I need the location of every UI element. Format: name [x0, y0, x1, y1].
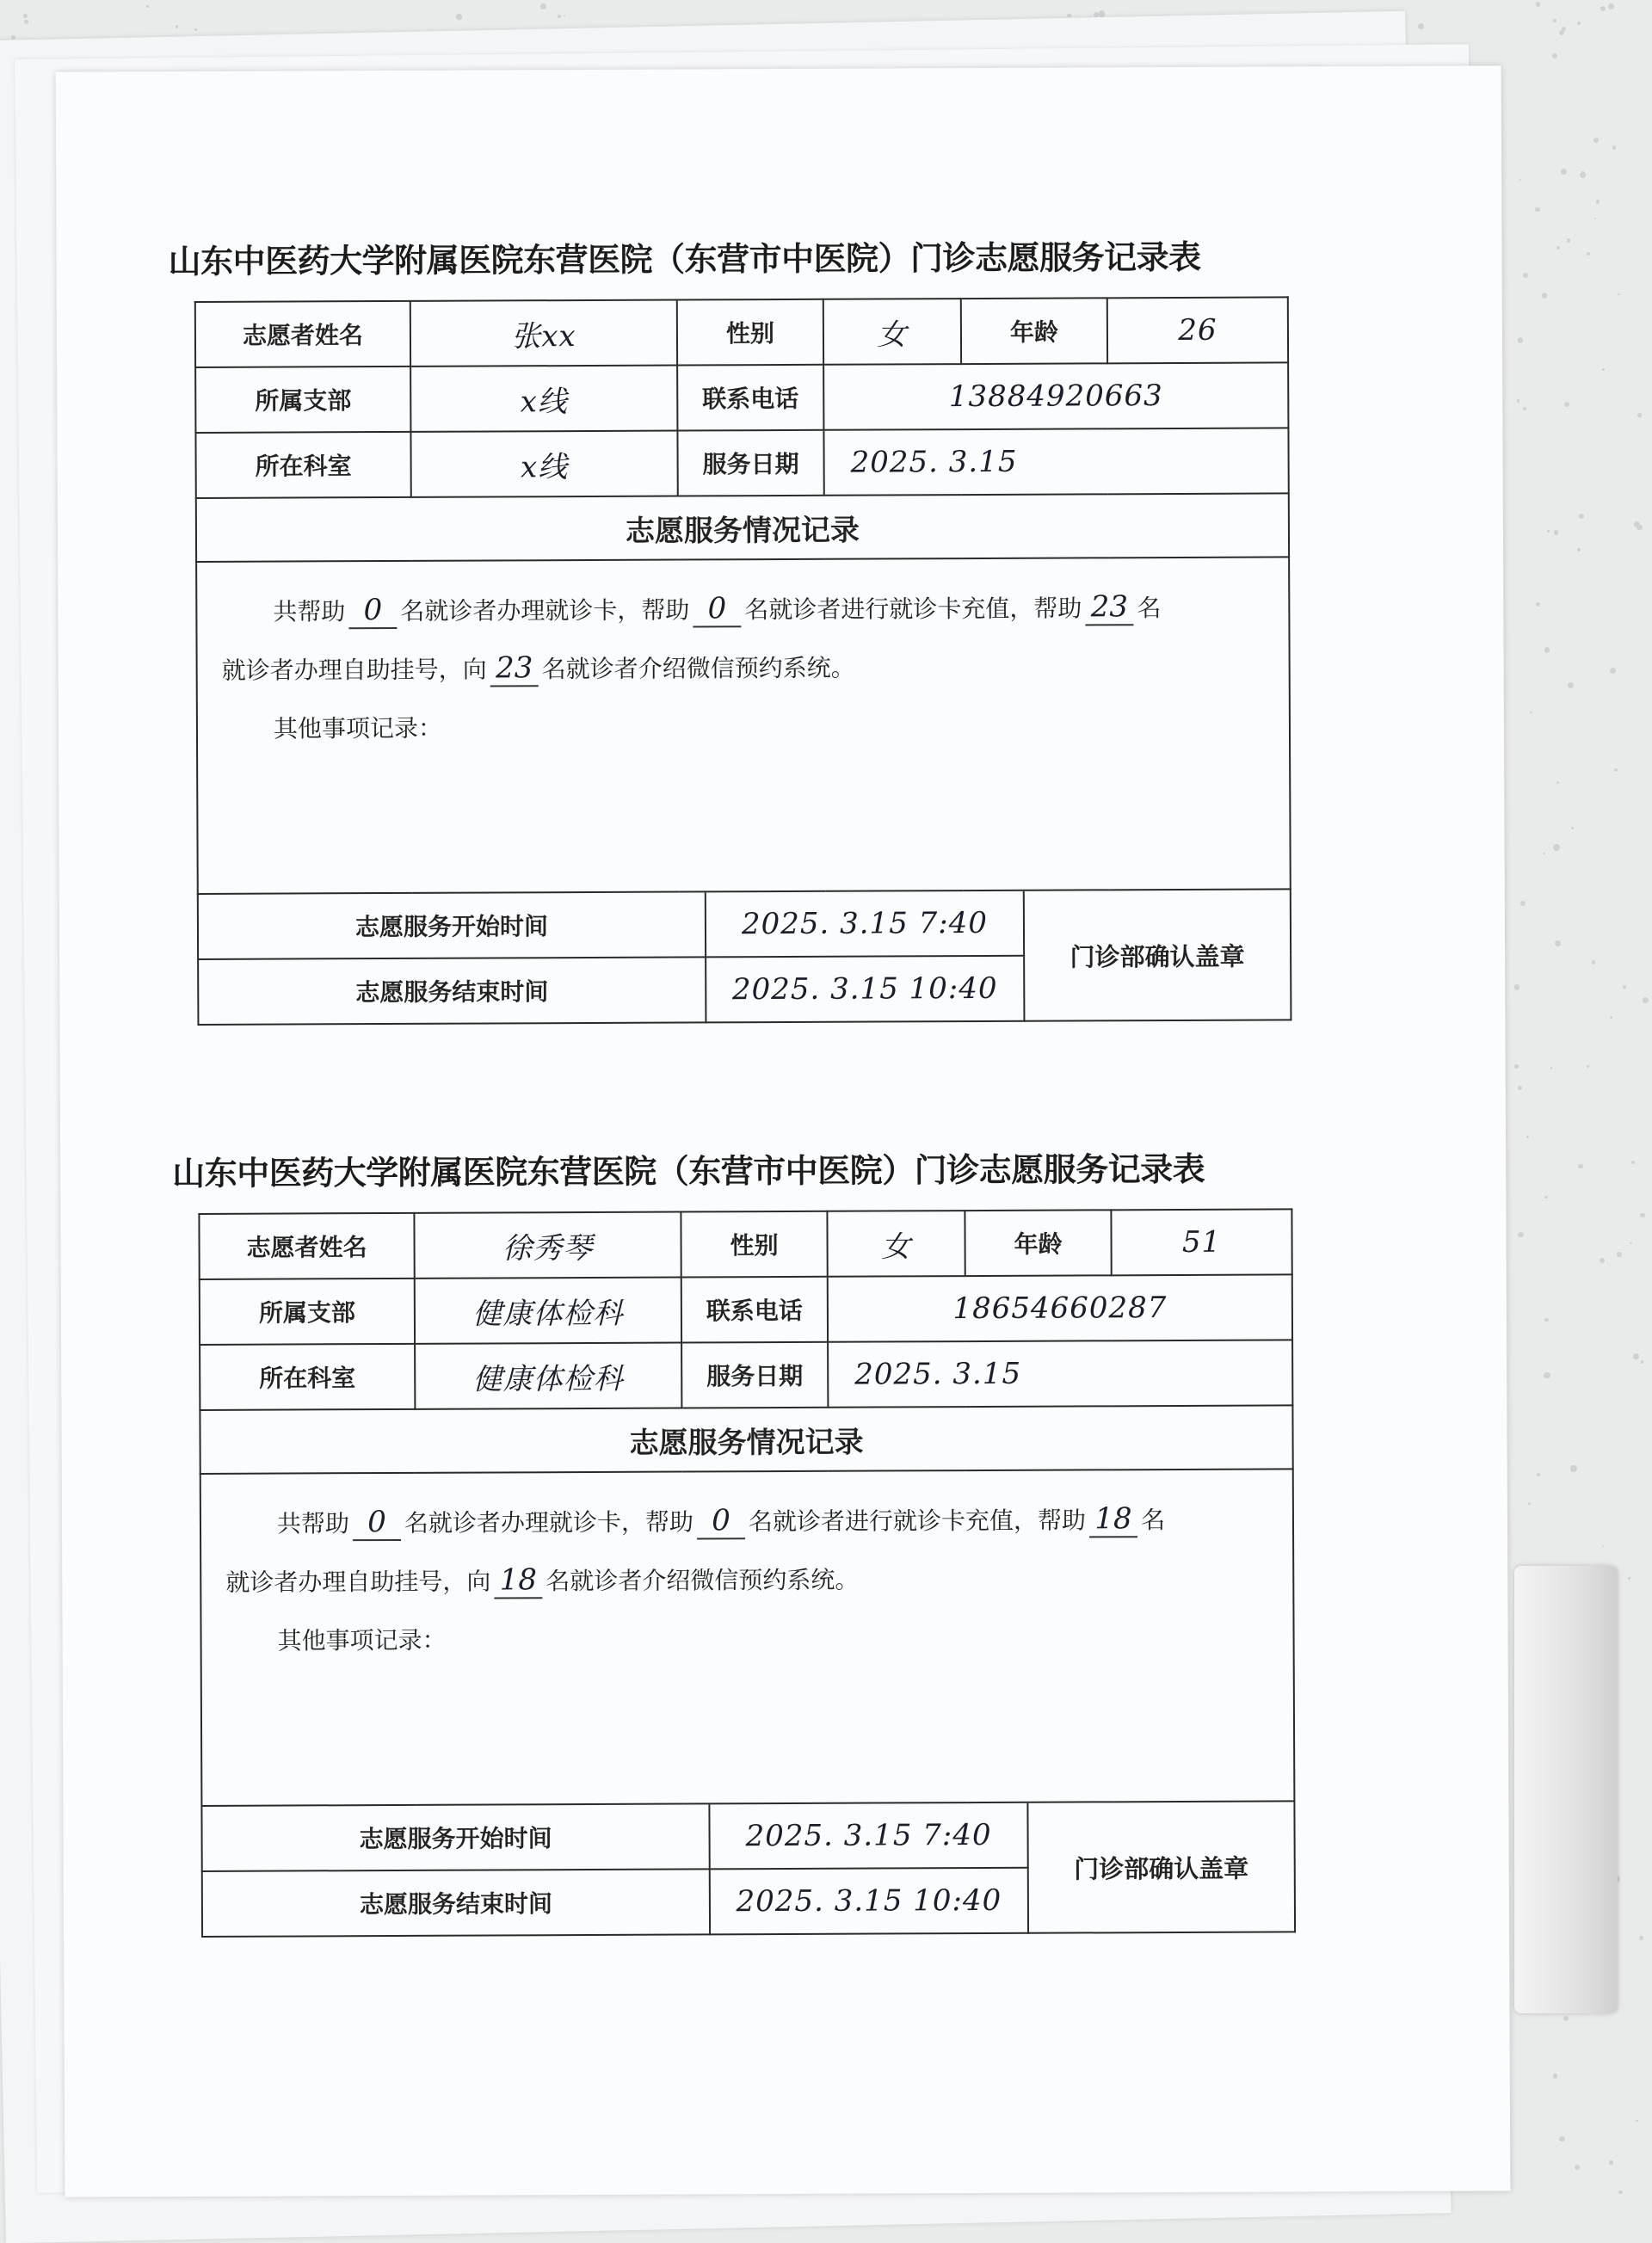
countertop-speck — [1514, 984, 1519, 989]
card-count: 0 — [353, 1505, 401, 1541]
countertop-speck — [1600, 6, 1606, 11]
date-label: 服务日期 — [677, 430, 823, 496]
countertop-speck — [1596, 200, 1600, 204]
countertop-speck — [1556, 781, 1559, 784]
countertop-speck — [1537, 1473, 1540, 1476]
countertop-speck — [564, 15, 565, 16]
branch-label: 所属支部 — [200, 1279, 415, 1345]
countertop-speck — [1641, 1360, 1643, 1363]
countertop-speck — [1530, 712, 1532, 713]
countertop-speck — [1517, 399, 1520, 403]
service-time-table — [197, 890, 1292, 1026]
countertop-speck — [1575, 2165, 1580, 2170]
countertop-speck — [1561, 169, 1567, 175]
countertop-speck — [1610, 668, 1616, 674]
countertop-speck — [1099, 10, 1106, 17]
countertop-speck — [1614, 768, 1618, 772]
countertop-speck — [1553, 2074, 1558, 2079]
countertop-speck — [1570, 1465, 1577, 1472]
countertop-speck — [1544, 647, 1550, 653]
countertop-speck — [1637, 413, 1642, 417]
countertop-speck — [23, 14, 28, 18]
countertop-speck — [1555, 940, 1561, 946]
service-line-2: 就诊者办理自助挂号，向 18 名就诊者介绍微信预约系统。 — [225, 1550, 1268, 1612]
start-time-value: 2025. 3.15 7:40 — [709, 1803, 1027, 1870]
self-reg-count: 23 — [1085, 589, 1133, 625]
gender-label: 性别 — [677, 299, 823, 366]
age-label: 年龄 — [965, 1210, 1111, 1276]
date-value: 2025. 3.15 — [823, 428, 1288, 495]
volunteer-info-table — [198, 1208, 1295, 1807]
dept-label: 所在科室 — [195, 432, 410, 498]
countertop-speck — [1592, 960, 1595, 964]
countertop-speck — [1609, 2160, 1612, 2164]
phone-label: 联系电话 — [677, 365, 823, 431]
countertop-speck — [1553, 19, 1556, 22]
countertop-speck — [1587, 252, 1589, 255]
service-record-body — [200, 1469, 1295, 1806]
countertop-speck — [1552, 53, 1557, 59]
countertop-speck — [1547, 530, 1550, 533]
countertop-speck — [1519, 179, 1521, 181]
form-title: 山东中医药大学附属医院东营医院（东营市中医院）门诊志愿服务记录表 — [172, 1149, 1205, 1193]
countertop-speck — [1567, 238, 1571, 243]
record-form-2 — [172, 1142, 1311, 1938]
service-line-2: 就诊者办理自助挂号，向 23 名就诊者介绍微信预约系统。 — [222, 638, 1265, 700]
card-count: 0 — [348, 593, 397, 629]
countertop-speck — [194, 28, 197, 31]
record-form-1 — [168, 230, 1307, 1026]
name-value: 徐秀琴 — [414, 1212, 681, 1279]
name-label: 志愿者姓名 — [195, 301, 410, 367]
countertop-speck — [1554, 530, 1558, 534]
end-time-value: 2025. 3.15 10:40 — [706, 956, 1024, 1023]
countertop-speck — [1610, 1016, 1613, 1020]
dept-label: 所在科室 — [200, 1344, 415, 1410]
countertop-speck — [456, 14, 461, 19]
countertop-speck — [1643, 997, 1649, 1003]
countertop-speck — [1577, 548, 1581, 552]
end-time-value: 2025. 3.15 10:40 — [710, 1868, 1028, 1935]
countertop-speck — [1602, 368, 1605, 371]
countertop-speck — [1618, 293, 1620, 296]
countertop-speck — [1550, 1067, 1552, 1069]
countertop-speck — [1544, 1196, 1548, 1199]
start-time-label: 志愿服务开始时间 — [198, 892, 706, 959]
record-page — [56, 65, 1511, 2197]
binder-clip — [1514, 1566, 1618, 2013]
countertop-speck — [1617, 1252, 1622, 1257]
countertop-speck — [1602, 1545, 1604, 1547]
countertop-speck — [1618, 2191, 1623, 2195]
countertop-speck — [1067, 14, 1071, 18]
other-notes-label: 其他事项记录： — [277, 1625, 447, 1655]
countertop-speck — [176, 25, 178, 28]
countertop-speck — [1563, 2016, 1569, 2022]
countertop-speck — [1536, 602, 1540, 607]
countertop-speck — [1562, 27, 1566, 31]
countertop-speck — [1418, 23, 1424, 29]
countertop-speck — [1580, 172, 1586, 178]
phone-label: 联系电话 — [681, 1277, 828, 1343]
countertop-speck — [1559, 2136, 1565, 2142]
countertop-speck — [1608, 3, 1614, 9]
start-time-value: 2025. 3.15 7:40 — [706, 891, 1024, 958]
dept-value: 健康体检科 — [415, 1343, 681, 1409]
countertop-speck — [1578, 1164, 1582, 1168]
countertop-speck — [1587, 1065, 1589, 1068]
countertop-speck — [24, 20, 28, 24]
section-heading: 志愿服务情况记录 — [200, 1405, 1292, 1474]
recharge-count: 0 — [693, 591, 741, 627]
section-heading: 志愿服务情况记录 — [196, 493, 1289, 562]
countertop-speck — [1526, 1136, 1529, 1138]
phone-value: 18654660287 — [828, 1274, 1292, 1341]
countertop-speck — [1514, 1064, 1519, 1069]
countertop-speck — [146, 5, 149, 8]
end-time-label: 志愿服务结束时间 — [198, 957, 706, 1025]
wechat-count: 18 — [494, 1562, 542, 1599]
start-time-label: 志愿服务开始时间 — [201, 1804, 709, 1871]
gender-value: 女 — [827, 1211, 965, 1277]
form-title: 山东中医药大学附属医院东营医院（东营市中医院）门诊志愿服务记录表 — [168, 237, 1201, 281]
branch-value: x线 — [410, 366, 677, 432]
end-time-label: 志愿服务结束时间 — [202, 1869, 710, 1937]
countertop-speck — [1556, 246, 1560, 250]
countertop-speck — [1633, 1353, 1639, 1359]
countertop-speck — [1639, 1936, 1643, 1939]
countertop-speck — [1593, 138, 1599, 143]
service-line-1: 共帮助 0 名就诊者办理就诊卡，帮助 0 名就诊者进行就诊卡充值，帮助 23 名 — [221, 579, 1264, 642]
countertop-speck — [1559, 30, 1564, 35]
countertop-speck — [1571, 827, 1574, 829]
service-time-table — [200, 1802, 1296, 1938]
countertop-speck — [1523, 407, 1526, 410]
countertop-speck — [1600, 1258, 1606, 1264]
service-line-1: 共帮助 0 名就诊者办理就诊卡，帮助 0 名就诊者进行就诊卡充值，帮助 18 名 — [225, 1491, 1268, 1554]
recharge-count: 0 — [697, 1503, 745, 1539]
service-record-body — [196, 557, 1291, 894]
countertop-speck — [1528, 1502, 1531, 1505]
countertop-speck — [1628, 1577, 1630, 1579]
countertop-speck — [1523, 273, 1528, 278]
gender-label: 性别 — [681, 1211, 827, 1278]
dept-value: x线 — [410, 431, 677, 497]
countertop-speck — [1612, 145, 1616, 149]
countertop-speck — [1542, 293, 1547, 298]
countertop-speck — [1631, 1161, 1634, 1163]
countertop-speck — [1536, 2, 1541, 7]
countertop-speck — [1543, 853, 1544, 854]
name-value: 张xx — [410, 300, 677, 367]
date-label: 服务日期 — [681, 1342, 828, 1408]
countertop-speck — [1568, 682, 1574, 688]
countertop-speck — [11, 35, 15, 40]
countertop-speck — [540, 3, 546, 9]
countertop-speck — [1535, 207, 1540, 213]
countertop-speck — [1518, 1232, 1523, 1237]
countertop-speck — [1594, 218, 1597, 220]
countertop-speck — [1636, 2120, 1638, 2123]
countertop-speck — [1640, 1213, 1645, 1218]
name-label: 志愿者姓名 — [199, 1213, 414, 1279]
countertop-speck — [1623, 985, 1627, 989]
branch-value: 健康体检科 — [415, 1278, 681, 1344]
countertop-speck — [1544, 1372, 1550, 1378]
stamp-label: 门诊部确认盖章 — [1027, 1802, 1295, 1932]
gender-value: 女 — [823, 299, 961, 365]
countertop-speck — [1518, 337, 1523, 342]
volunteer-info-table — [194, 296, 1291, 895]
countertop-speck — [1553, 844, 1559, 850]
stamp-label: 门诊部确认盖章 — [1024, 890, 1291, 1020]
age-label: 年龄 — [961, 298, 1107, 364]
date-value: 2025. 3.15 — [828, 1340, 1292, 1407]
countertop-speck — [1579, 514, 1584, 519]
age-value: 26 — [1107, 297, 1288, 363]
age-value: 51 — [1111, 1209, 1291, 1275]
wechat-count: 23 — [490, 650, 539, 687]
branch-label: 所属支部 — [195, 367, 410, 433]
self-reg-count: 18 — [1089, 1501, 1137, 1537]
countertop-speck — [558, 15, 561, 18]
countertop-speck — [1518, 1086, 1522, 1090]
countertop-speck — [1544, 1318, 1548, 1322]
other-notes-label: 其他事项记录： — [273, 713, 443, 743]
countertop-speck — [1564, 402, 1569, 407]
countertop-speck — [1577, 22, 1581, 25]
countertop-speck — [1520, 901, 1526, 906]
countertop-speck — [1630, 1242, 1632, 1245]
phone-value: 13884920663 — [823, 362, 1288, 429]
